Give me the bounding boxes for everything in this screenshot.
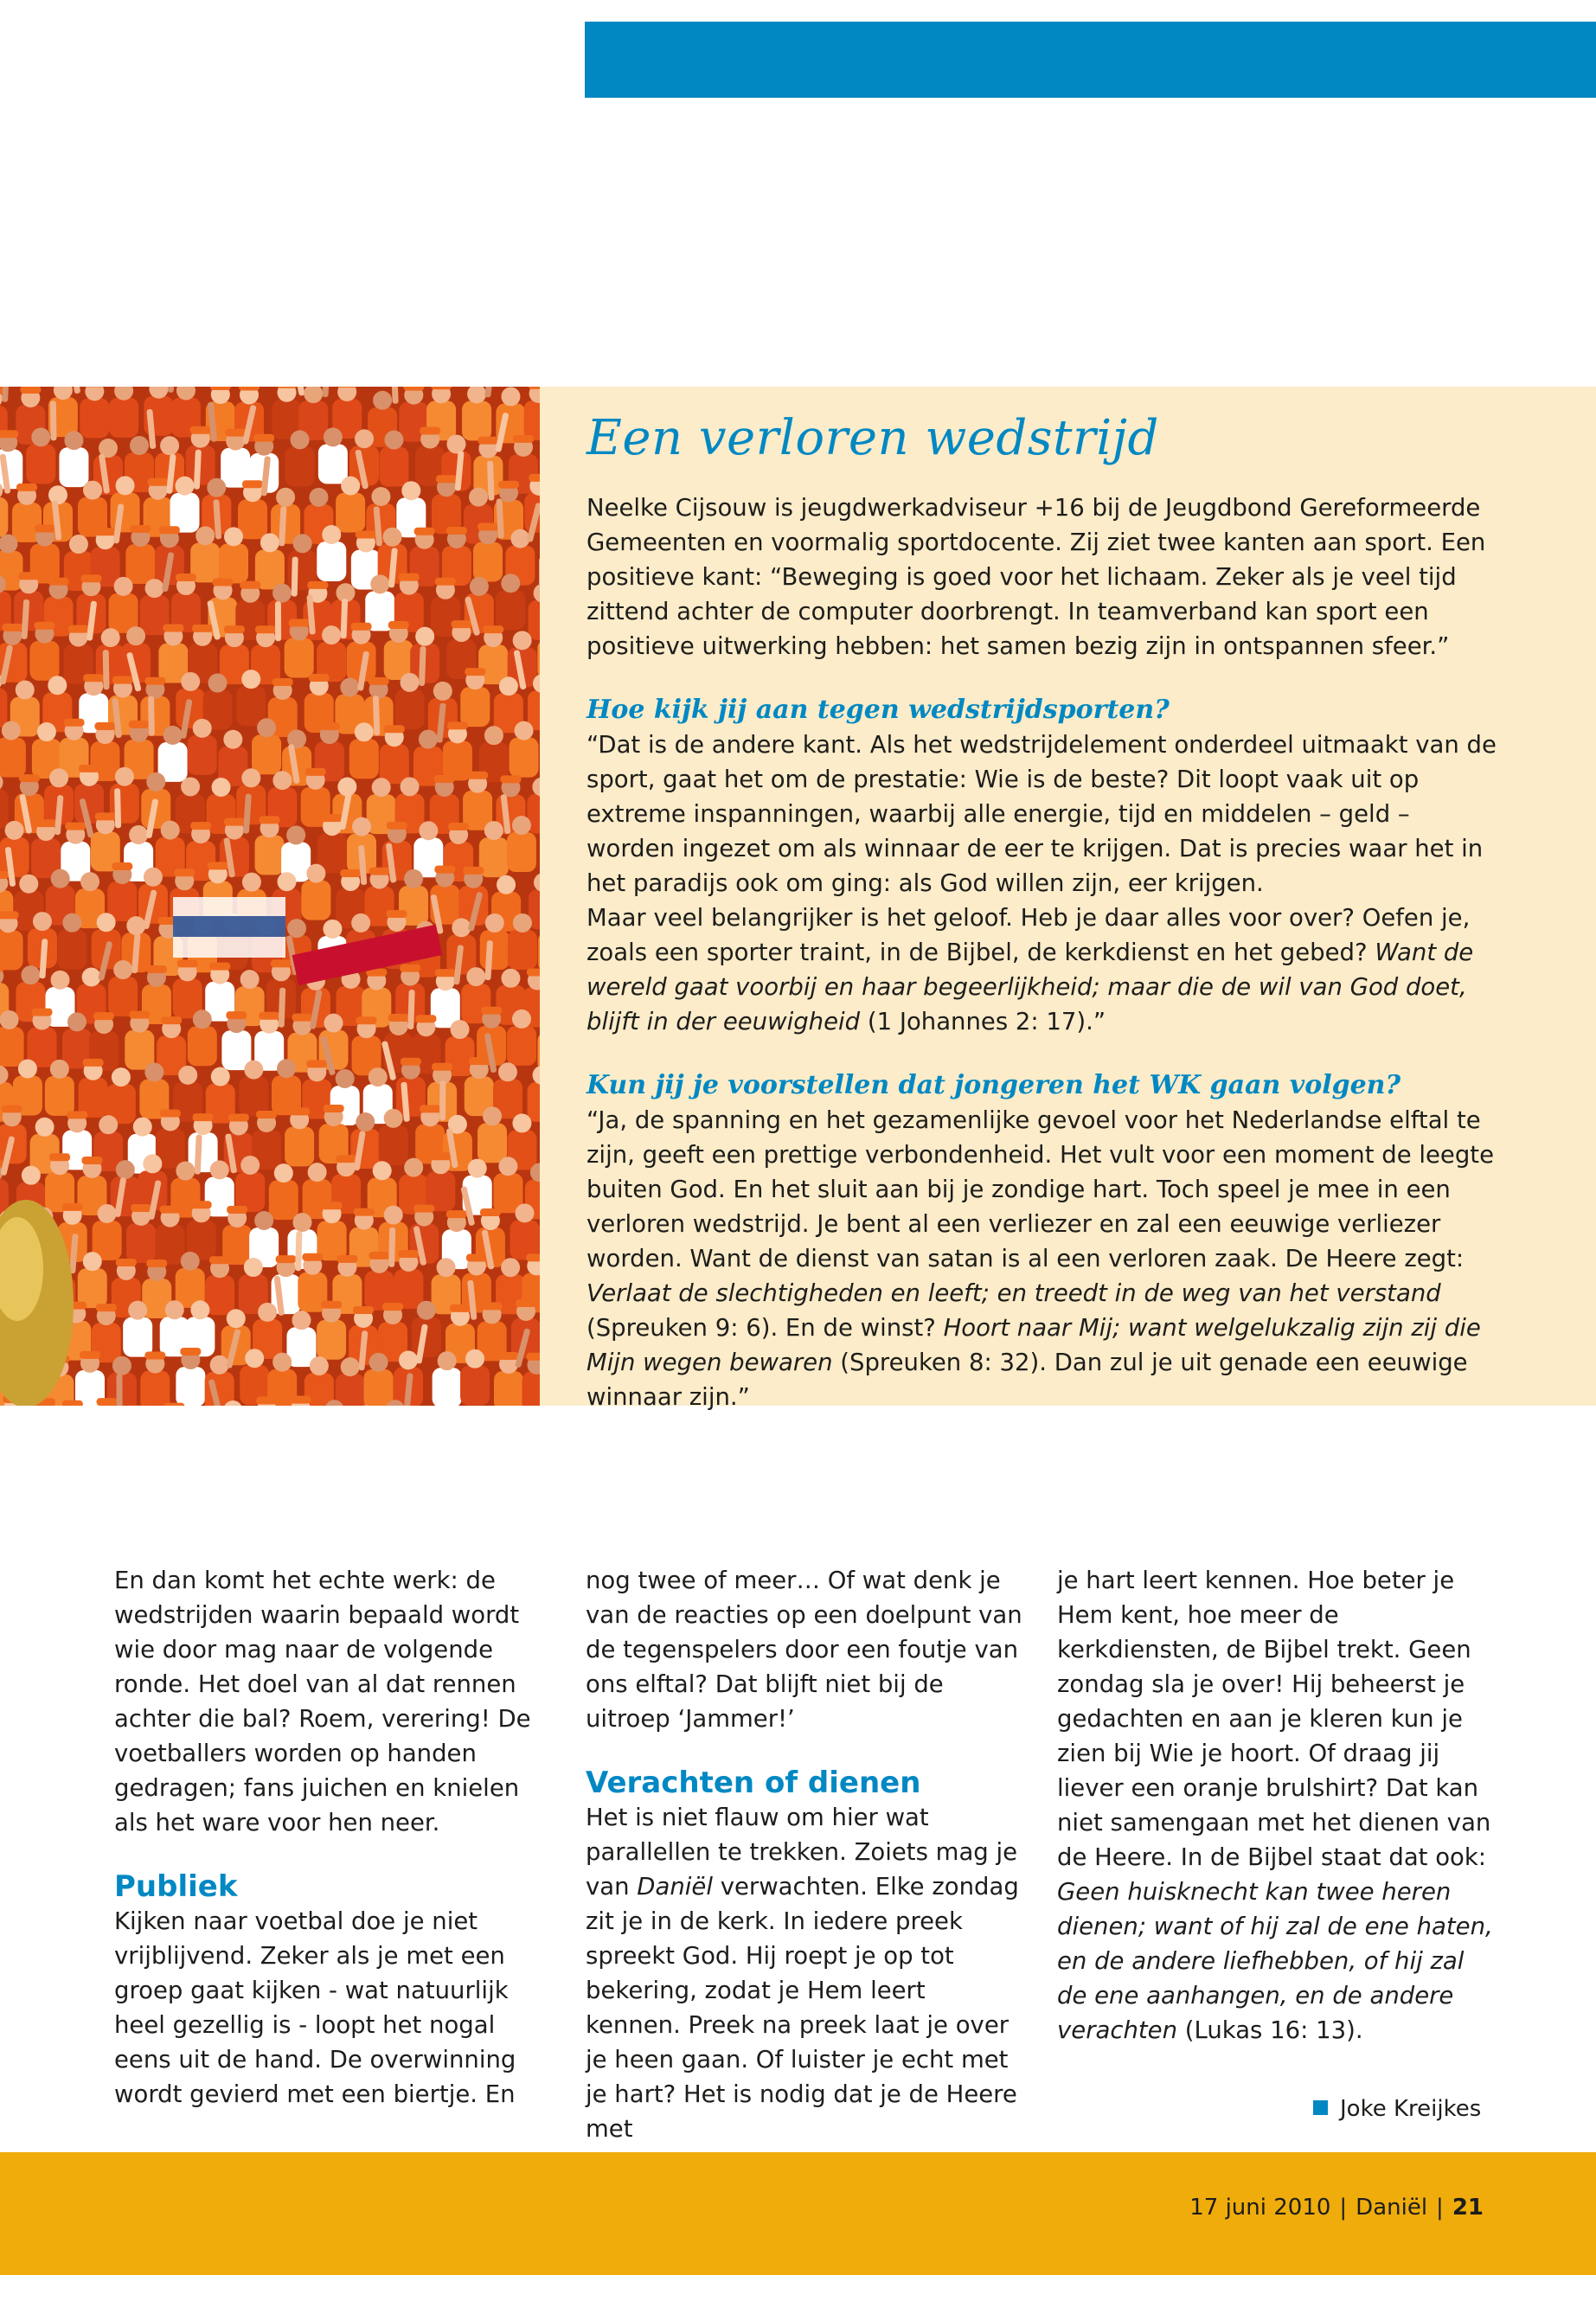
paragraph: nog twee of meer… Of wat denk je van de reacties op een doelpunt van de tegenspelers door een foutje van ons elftal? Dat blijft niet bij de uitroep ‘Jammer!’	[586, 1567, 1022, 1733]
question-2: Kun jij je voorstellen dat jongeren het WK gaan volgen?	[586, 1070, 1401, 1100]
paragraph	[586, 1800, 1027, 2146]
bible-quote: Hoort naar Mij; want welgelukzalig zijn zij die Mijn wegen bewaren	[586, 1314, 1481, 1376]
separator: |	[1339, 2195, 1348, 2221]
football-fans-crowd-photo	[0, 387, 540, 1406]
section-heading-publiek: Publiek	[114, 1869, 238, 1904]
bible-reference: (Lukas 16: 13).	[1177, 2016, 1363, 2044]
author-name: Joke Kreijkes	[1340, 2096, 1482, 2122]
answer-1-text: Maar veel belangrijker is het geloof. Heb je daar alles voor over? Oefen je, zoals een sporter traint, in de Bijbel, de kerkdienst en het gebed?	[586, 904, 1471, 966]
footer-bar	[0, 2152, 1596, 2275]
bible-quote: Want de wereld gaat voorbij en haar begeerlijkheid; maar die de wil van God doet, blijft in der eeuwigheid	[586, 939, 1474, 1035]
author-signature	[1313, 2092, 1481, 2126]
top-color-bar	[585, 22, 1596, 98]
bible-quote: Geen huisknecht kan twee heren dienen; want of hij zal de ene haten, en de andere liefhebben, of hij zal de ene aanhangen, en de andere verachten	[1057, 1878, 1493, 2044]
text: verwachten. Elke zondag zit je in de kerk. In iedere preek spreekt God. Hij roept je op tot bekering, zodat je Hem leert kennen. Preek na preek laat je over je heen gaan. Of luister je echt met je hart? Het is nodig dat je de Heere met	[586, 1873, 1019, 2143]
article-column-1	[114, 1563, 555, 2112]
paragraph: Kijken naar voetbal doe je niet vrijblijvend. Zeker als je met een groep gaat kijken - wat natuurlijk heel gezellig is - loopt het nogal eens uit de hand. De overwinning wordt gevierd met een biertje. En	[114, 1907, 516, 2108]
answer-2-text: “Ja, de spanning en het gezamenlijke gevoel voor het Nederlandse elftal te zijn, geeft een prettige verbondenheid. Het vult voor een moment de leegte buiten God. En het sluit aan bij je zondige hart. Toch speel je mee in een verloren wedstrijd. Je bent al een verliezer en zal een eeuwige verliezer worden. Want de dienst van satan is al een verloren zaak. De Heere zegt:	[586, 1106, 1494, 1272]
text: je hart leert kennen. Hoe beter je Hem kent, hoe meer de kerkdiensten, de Bijbel trekt. Geen zondag sla je over! Hij beheerst je gedachten en aan je kleren kun je zien bij Wie je hoort. Of draag jij liever een oranje brulshirt? Dat kan niet samengaan met het dienen van de Heere. In de Bijbel staat dat ook:	[1057, 1567, 1491, 1871]
bible-reference: (1 Johannes 2: 17).”	[860, 1008, 1106, 1035]
paragraph: En dan komt het echte werk: de wedstrijden waarin bepaald wordt wie door mag naar de volgende ronde. Het doel van al dat rennen achter die bal? Roem, verering! De voetballers worden op handen gedragen; fans juichen en knielen als het ware voor hen neer.	[114, 1567, 531, 1836]
interview-box	[540, 387, 1596, 1411]
bible-quote: Verlaat de slechtigheden en leeft; en treedt in de weg van het verstand	[586, 1279, 1441, 1307]
article-column-2	[586, 1563, 1027, 2146]
answer-2-text: (Spreuken 9: 6). En de winst?	[586, 1314, 944, 1342]
magazine-name: Daniël	[637, 1873, 713, 1900]
box-title: Een verloren wedstrijd	[586, 410, 1159, 466]
answer-1-paragraph-2	[586, 901, 1503, 1039]
paragraph	[1057, 1563, 1498, 2048]
question-1: Hoe kijk jij aan tegen wedstrijdsporten?	[586, 695, 1170, 725]
page-number: 21	[1452, 2195, 1484, 2221]
separator: |	[1436, 2195, 1444, 2221]
magazine-name: Daniël	[1356, 2195, 1428, 2221]
footer-info	[1189, 2190, 1484, 2225]
answer-2-paragraph	[586, 1103, 1503, 1414]
square-bullet-icon	[1313, 2100, 1328, 2115]
answer-2-text: (Spreuken 8: 32). Dan zul je uit genade een eeuwige winnaar zijn.”	[586, 1349, 1468, 1411]
article-column-3	[1057, 1563, 1498, 2048]
section-heading-verachten: Verachten of dienen	[586, 1766, 921, 1800]
issue-date: 17 juni 2010	[1189, 2195, 1331, 2221]
crowd-illustration	[0, 387, 540, 1406]
intro-paragraph: Neelke Cijsouw is jeugdwerkadviseur +16 bij de Jeugdbond Gereformeerde Gemeenten en voormalig sportdocente. Zij ziet twee kanten aan sport. Een positieve kant: “Beweging is goed voor het lichaam. Zeker als je veel tijd zittend achter de computer doorbrengt. In teamverband kan sport een positieve uitwerking hebben: het samen bezig zijn in ontspannen sfeer.”	[586, 494, 1486, 660]
text: Het is niet flauw om hier wat parallellen te trekken. Zoiets mag je van	[586, 1804, 1018, 1900]
answer-1-paragraph-1: “Dat is de andere kant. Als het wedstrijdelement onderdeel uitmaakt van de sport, gaat het om de prestatie: Wie is de beste? Dit loopt vaak uit op extreme inspanningen, waarbij alle energie, tijd en middelen – geld – worden ingezet om als winnaar de eer te krijgen. Dat is precies waar het in het paradijs ook om ging: als God willen zijn, eer krijgen.	[586, 731, 1497, 897]
